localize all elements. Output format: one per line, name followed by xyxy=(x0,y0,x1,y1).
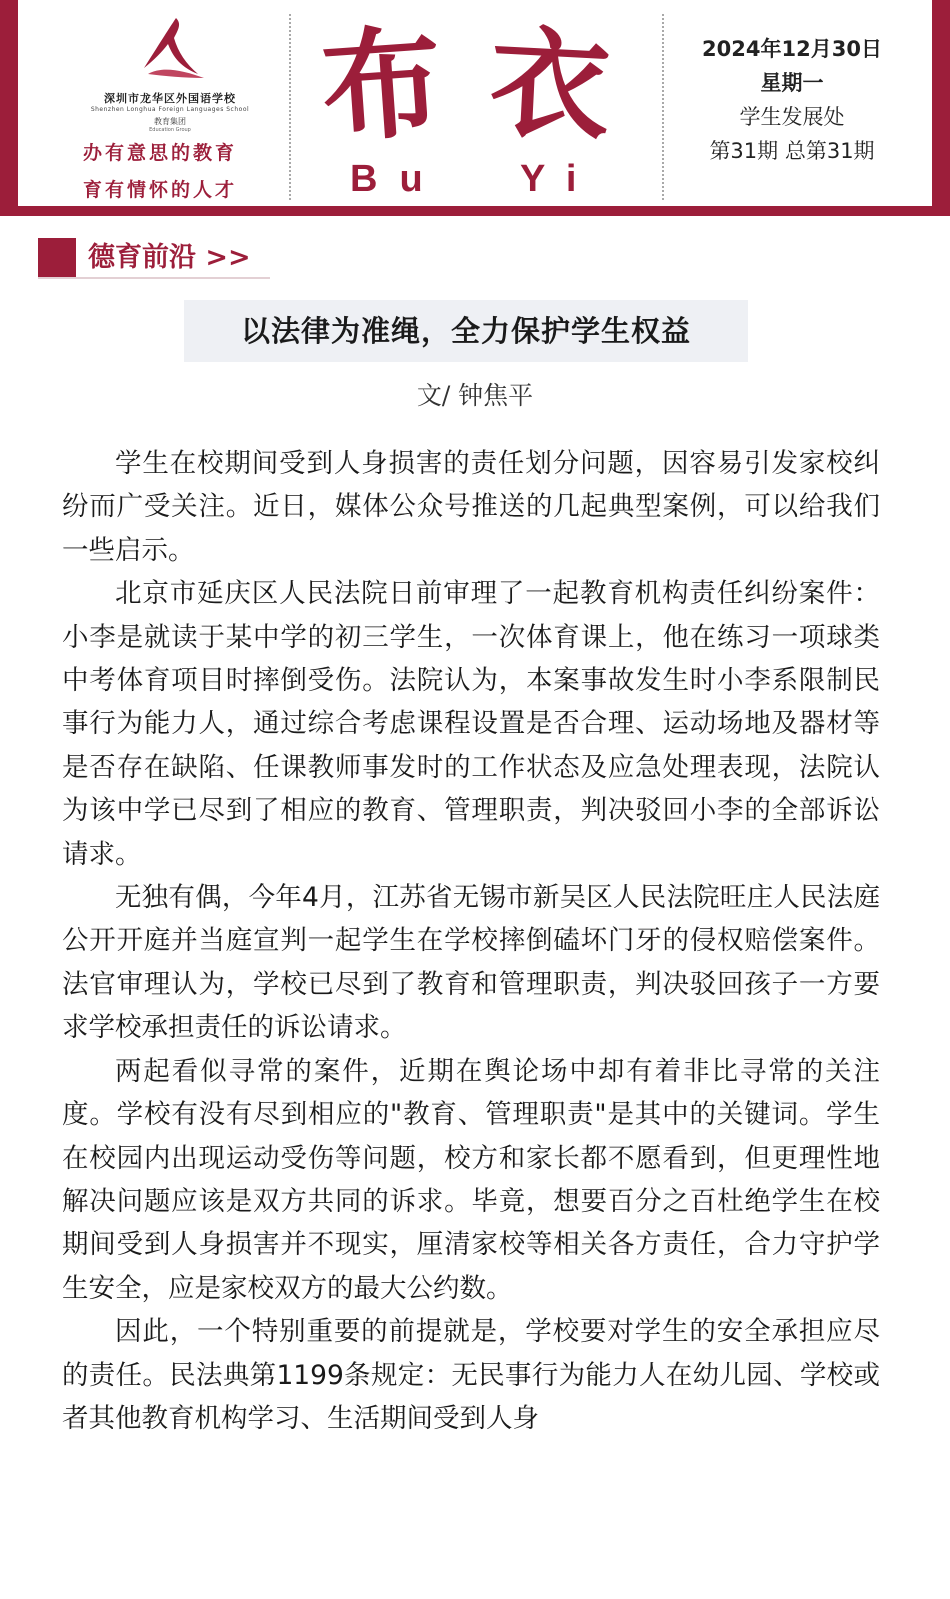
article-paragraph: 学生在校期间受到人身损害的责任划分问题，因容易引发家校纠纷而广受关注。近日，媒体公众号推送的几起典型案例，可以给我们一些启示。 xyxy=(62,448,880,566)
masthead-pinyin-yi: Yi xyxy=(520,158,599,200)
issue-meta xyxy=(672,32,912,168)
school-group-en: Education Group xyxy=(149,127,191,133)
header-divider-right xyxy=(662,14,664,200)
article-body xyxy=(62,442,880,1440)
article-paragraph: 两起看似寻常的案件，近期在舆论场中却有着非比寻常的关注度。学校有没有尽到相应的"教育、管理职责"是其中的关键词。学生在校园内出现运动受伤等问题，校方和家长都不愿看到，但更理性地解决问题应该是双方共同的诉求。毕竟，想要百分之百杜绝学生在校期间受到人身损害并不现实，厘清家校等相关各方责任，合力守护学生安全，应是家校双方的最大公约数。 xyxy=(62,1055,880,1304)
masthead-char-yi: 衣 xyxy=(486,11,614,160)
school-logo xyxy=(70,16,270,133)
school-ribbon-logo-icon xyxy=(138,16,208,80)
issue-number: 第31期 总第31期 xyxy=(709,139,875,163)
header-left-bar xyxy=(0,0,18,216)
article-title: 以法律为准绳，全力保护学生权益 xyxy=(240,314,691,348)
section-label: 德育前沿 >> xyxy=(88,242,251,273)
motto-line-2: 育有情怀的人才 xyxy=(82,179,237,201)
article-title-box xyxy=(184,300,748,362)
square-marker-icon xyxy=(38,238,76,278)
section-underline xyxy=(38,277,270,279)
article-paragraph: 北京市延庆区人民法院日前审理了一起教育机构责任纠纷案件：小李是就读于某中学的初三学生，一次体育课上，他在练习一项球类中考体育项目时摔倒受伤。法院认为，本案事故发生时小李系限制民事行为能力人，通过综合考虑课程设置是否合理、运动场地及器材等是否存在缺陷、任课教师事发时的工作状态及应急处理表现，法院认为该中学已尽到了相应的教育、管理职责，判决驳回小李的全部诉讼请求。 xyxy=(62,578,880,870)
article-byline: 文/ 钟焦平 xyxy=(416,381,534,410)
masthead-pinyin-bu: Bu xyxy=(350,158,445,200)
school-name-cn: 深圳市龙华区外国语学校 xyxy=(104,92,236,105)
masthead-char-bu: 布 xyxy=(317,10,447,161)
issue-department: 学生发展处 xyxy=(739,105,845,129)
school-group-cn: 教育集团 xyxy=(154,117,186,126)
article-paragraph: 因此，一个特别重要的前提就是，学校要对学生的安全承担应尽的责任。民法典第1199条规定：无民事行为能力人在幼儿园、学校或者其他教育机构学习、生活期间受到人身 xyxy=(62,1316,880,1434)
issue-weekday: 星期一 xyxy=(760,71,824,95)
issue-date: 2024年12月30日 xyxy=(702,37,882,61)
newsletter-masthead xyxy=(300,10,650,210)
school-name-en: Shenzhen Longhua Foreign Languages School xyxy=(90,106,250,113)
header-divider-left xyxy=(289,14,291,200)
motto-line-1: 办有意思的教育 xyxy=(82,142,237,164)
article-paragraph: 无独有偶，今年4月，江苏省无锡市新吴区人民法院旺庄人民法庭公开开庭并当庭宣判一起学生在学校摔倒磕坏门牙的侵权赔偿案件。法官审理认为，学校已尽到了教育和管理职责，判决驳回孩子一方要求学校承担责任的诉讼请求。 xyxy=(62,882,880,1044)
header-right-bar xyxy=(932,0,950,216)
newsletter-header xyxy=(0,0,950,216)
